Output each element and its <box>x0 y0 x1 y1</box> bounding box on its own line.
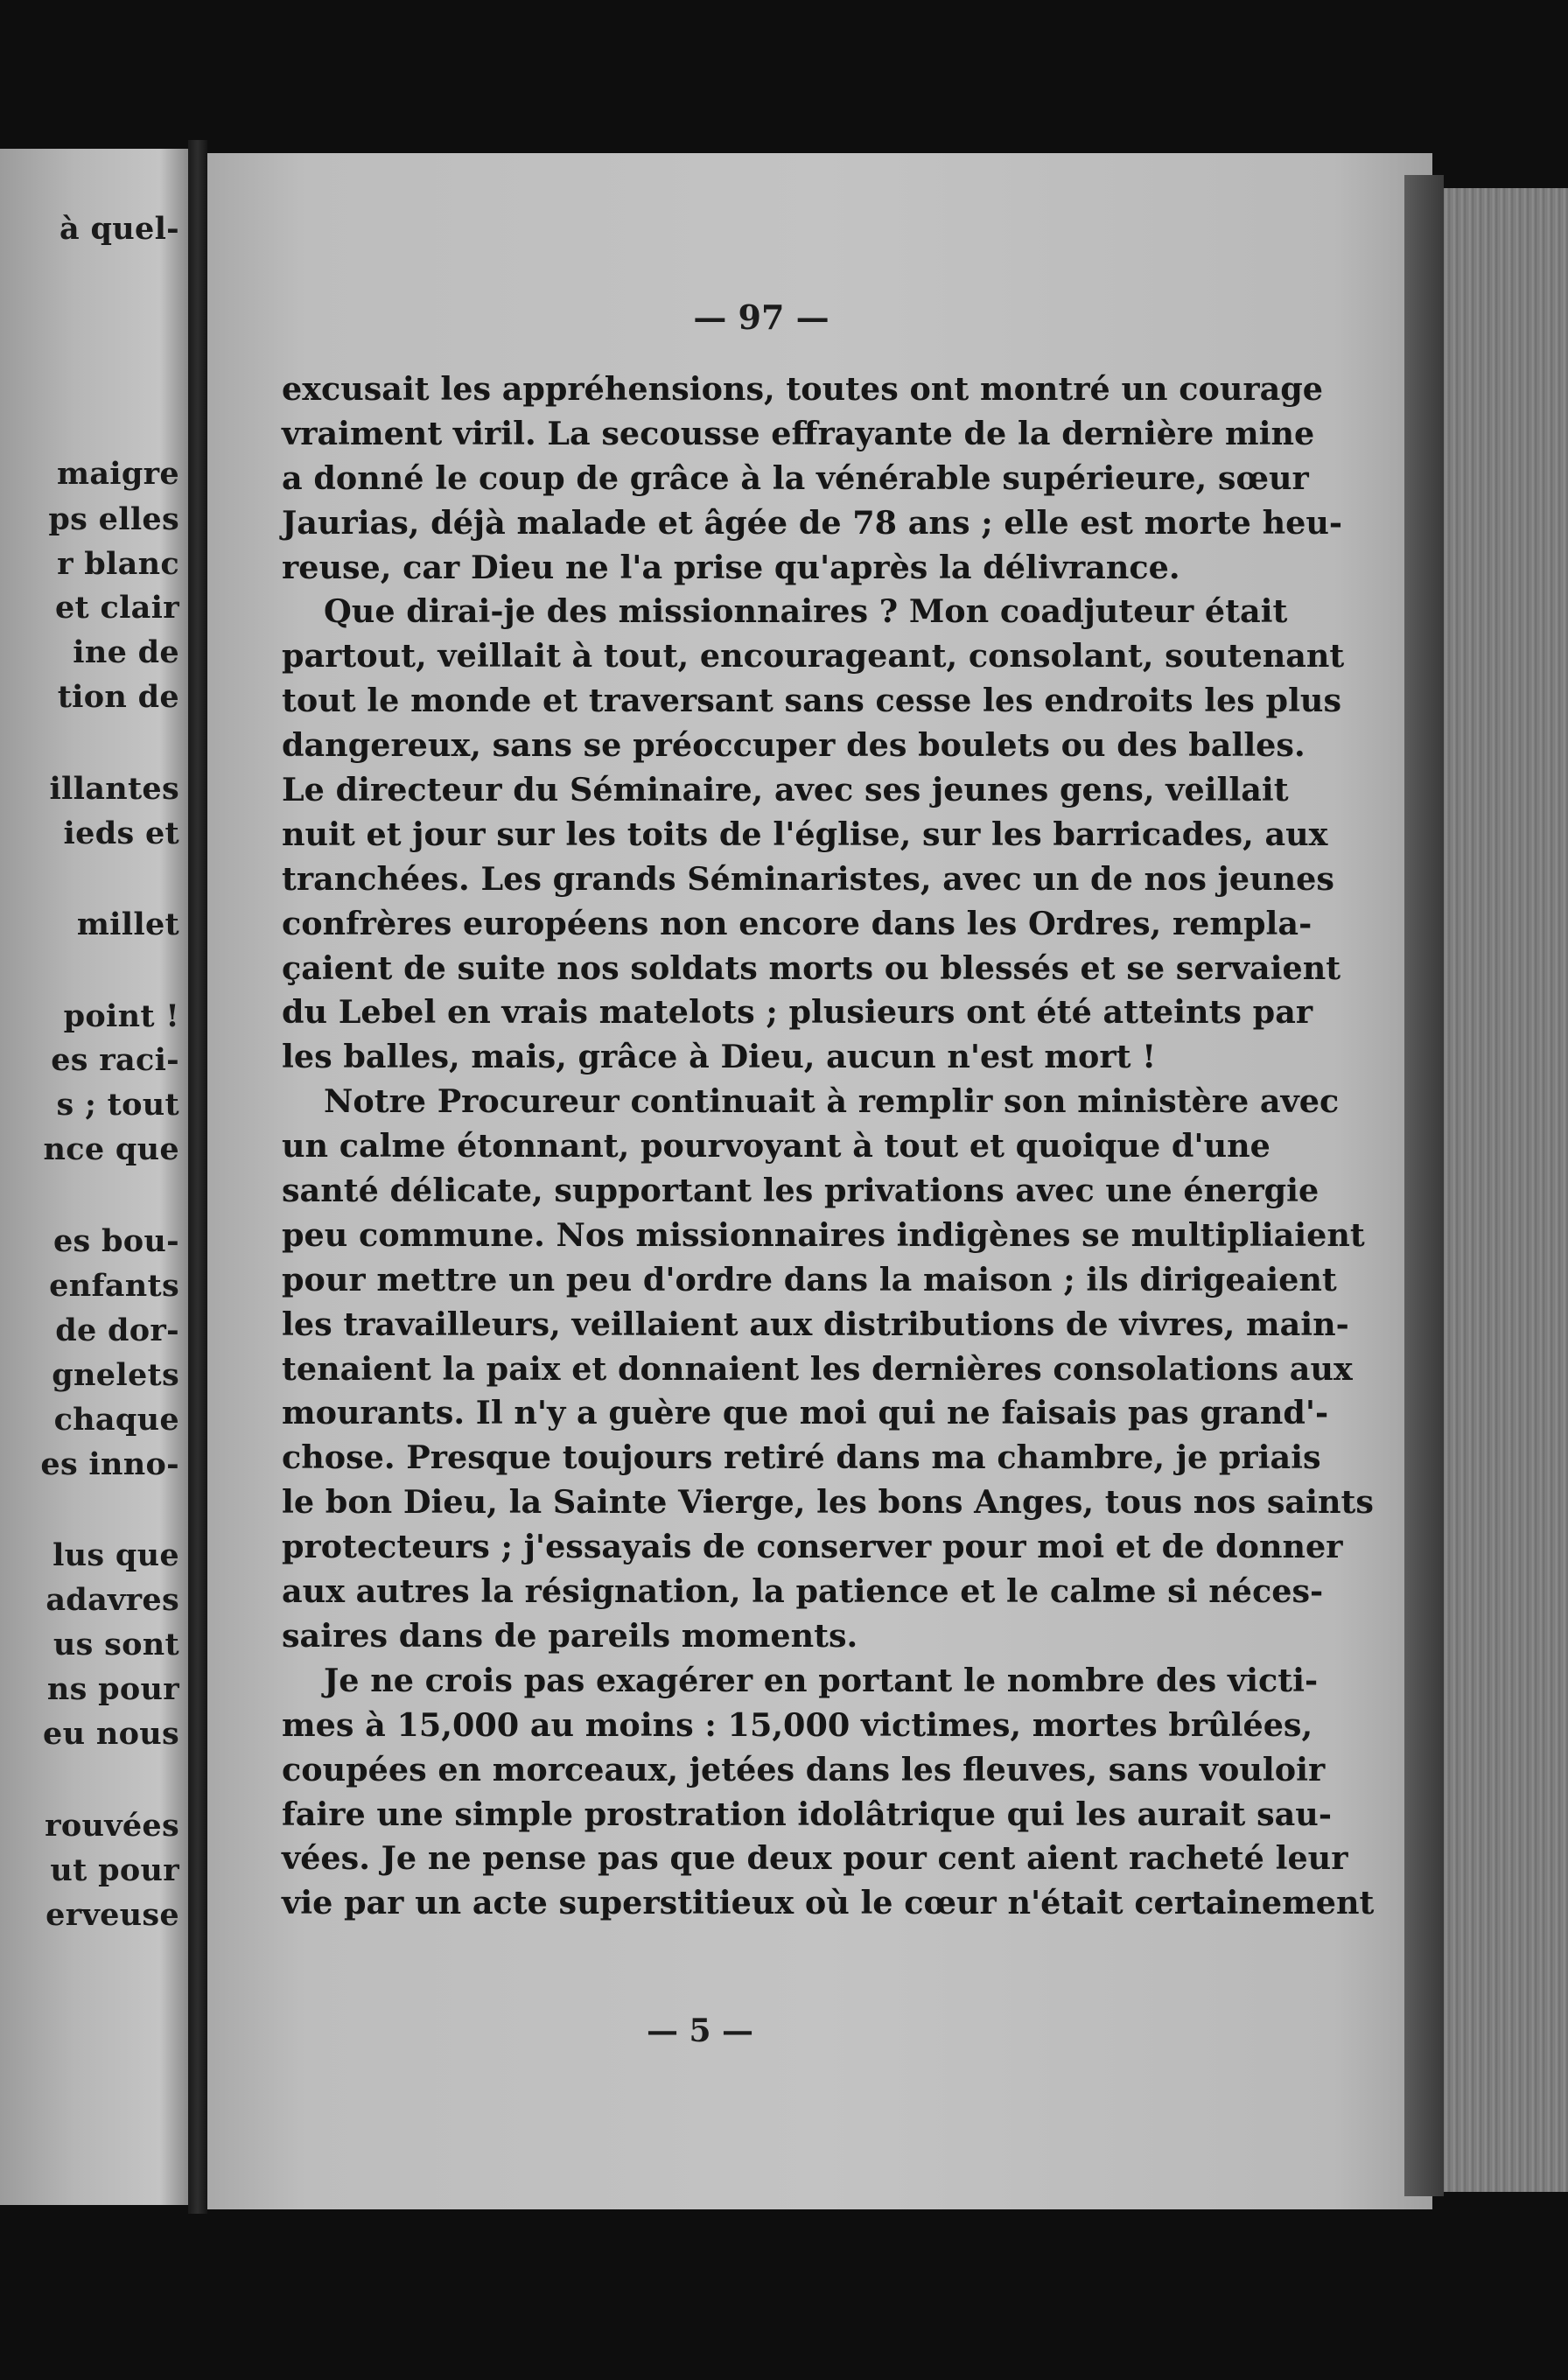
text-line: faire une simple prostration idolâtrique qui les aurait sau- <box>282 1795 1332 1833</box>
text-line: tranchées. Les grands Séminaristes, avec un de nos jeunes <box>282 859 1334 898</box>
body-text <box>282 368 1375 1926</box>
text-line: vées. Je ne pense pas que deux pour cent aient racheté leur <box>282 1839 1348 1878</box>
text-line: santé délicate, supportant les privations avec une énergie <box>282 1172 1320 1210</box>
text-line: les balles, mais, grâce à Dieu, aucun n'est mort ! <box>282 1038 1157 1076</box>
left-page-fragment: es bou- <box>52 1223 179 1259</box>
text-line: Je ne crois pas exagérer en portant le nombre des victi- <box>324 1661 1319 1699</box>
left-page-fragment: tion de <box>57 679 179 715</box>
left-page-fragment: ps elles <box>48 501 179 537</box>
left-page-fragment: gnelets <box>52 1357 179 1393</box>
left-page-fragment: à quel- <box>60 211 179 247</box>
text-line: les travailleurs, veillaient aux distributions de vivres, main- <box>282 1305 1349 1343</box>
text-line: çaient de suite nos soldats morts ou blessés et se servaient <box>282 948 1341 987</box>
left-page-fragment: s ; tout <box>56 1087 179 1123</box>
left-page-fragment: lus que <box>52 1537 179 1573</box>
left-page-fragment: ine de <box>73 634 179 670</box>
text-line: nuit et jour sur les toits de l'église, sur les barricades, aux <box>282 815 1328 853</box>
text-line: tout le monde et traversant sans cesse les endroits les plus <box>282 682 1342 720</box>
text-line: un calme étonnant, pourvoyant à tout et quoique d'une <box>282 1127 1270 1166</box>
text-line: excusait les appréhensions, toutes ont montré un courage <box>282 370 1323 408</box>
left-page-fragment: point ! <box>63 998 179 1034</box>
left-page-fragment: maigre <box>57 456 179 492</box>
left-page-fragment: es inno- <box>40 1446 179 1482</box>
text-line: reuse, car Dieu ne l'a prise qu'après la délivrance. <box>282 548 1180 586</box>
left-page-fragment: adavres <box>46 1582 179 1618</box>
text-line: coupées en morceaux, jetées dans les fleuves, sans vouloir <box>282 1750 1326 1788</box>
left-page-fragment: erveuse <box>46 1897 179 1933</box>
left-page-fragment: r blanc <box>57 546 179 582</box>
text-line: peu commune. Nos missionnaires indigènes se multipliaient <box>282 1215 1365 1254</box>
text-line: confrères européens non encore dans les Ordres, rempla- <box>282 904 1312 942</box>
text-line: Le directeur du Séminaire, avec ses jeunes gens, veillait <box>282 771 1289 809</box>
text-line: Notre Procureur continuait à remplir son ministère avec <box>324 1082 1340 1121</box>
left-page-fragment: es raci- <box>51 1042 179 1078</box>
text-line: Que dirai-je des missionnaires ? Mon coadjuteur était <box>324 592 1288 631</box>
text-line: aux autres la résignation, la patience et le calme si néces- <box>282 1572 1324 1611</box>
text-line: chose. Presque toujours retiré dans ma chambre, je priais <box>282 1438 1321 1477</box>
left-page-fragment: chaque <box>53 1402 179 1438</box>
book-gutter <box>188 140 207 2214</box>
text-line: pour mettre un peu d'ordre dans la maison ; ils dirigeaient <box>282 1260 1337 1298</box>
left-page-fragment: us sont <box>52 1627 179 1662</box>
left-page-fragment: millet <box>76 906 179 942</box>
left-page-fragment: nce que <box>43 1131 179 1167</box>
right-page-stack <box>1444 188 1568 2192</box>
text-line: vraiment viril. La secousse effrayante de la dernière mine <box>282 414 1315 452</box>
left-page-fragment: et clair <box>54 590 179 626</box>
left-page-fragment: rouvées <box>45 1808 179 1844</box>
text-line: partout, veillait à tout, encourageant, consolant, soutenant <box>282 637 1345 676</box>
text-line: saires dans de pareils moments. <box>282 1616 858 1655</box>
text-line: a donné le coup de grâce à la vénérable supérieure, sœur <box>282 458 1309 497</box>
left-page-edge <box>0 149 188 2205</box>
text-line: le bon Dieu, la Sainte Vierge, les bons Anges, tous nos saints <box>282 1483 1374 1522</box>
text-line: tenaient la paix et donnaient les dernières consolations aux <box>282 1349 1353 1388</box>
text-line: dangereux, sans se préoccuper des boulets ou des balles. <box>282 726 1306 765</box>
left-page-fragment: enfants <box>49 1268 179 1304</box>
left-page-fragment: ut pour <box>50 1852 179 1888</box>
text-line: mourants. Il n'y a guère que moi qui ne faisais pas grand'- <box>282 1394 1329 1432</box>
left-page-fragment: eu nous <box>43 1716 179 1752</box>
signature-mark: — 5 — <box>646 2012 754 2049</box>
page-shadow-edge <box>1404 175 1444 2196</box>
page-number: — 97 — <box>693 298 830 337</box>
left-page-fragment: de dor- <box>55 1312 179 1348</box>
text-line: du Lebel en vrais matelots ; plusieurs ont été atteints par <box>282 993 1313 1032</box>
text-line: protecteurs ; j'essayais de conserver pour moi et de donner <box>282 1528 1343 1566</box>
left-page-fragment: illantes <box>49 771 179 807</box>
text-line: vie par un acte superstitieux où le cœur n'était certainement <box>282 1884 1375 1922</box>
left-page-fragment: ns pour <box>46 1671 179 1707</box>
text-line: mes à 15,000 au moins : 15,000 victimes, mortes brûlées, <box>282 1705 1313 1744</box>
left-page-fragment: ieds et <box>63 816 179 851</box>
text-line: Jaurias, déjà malade et âgée de 78 ans ; elle est morte heu- <box>282 503 1343 542</box>
